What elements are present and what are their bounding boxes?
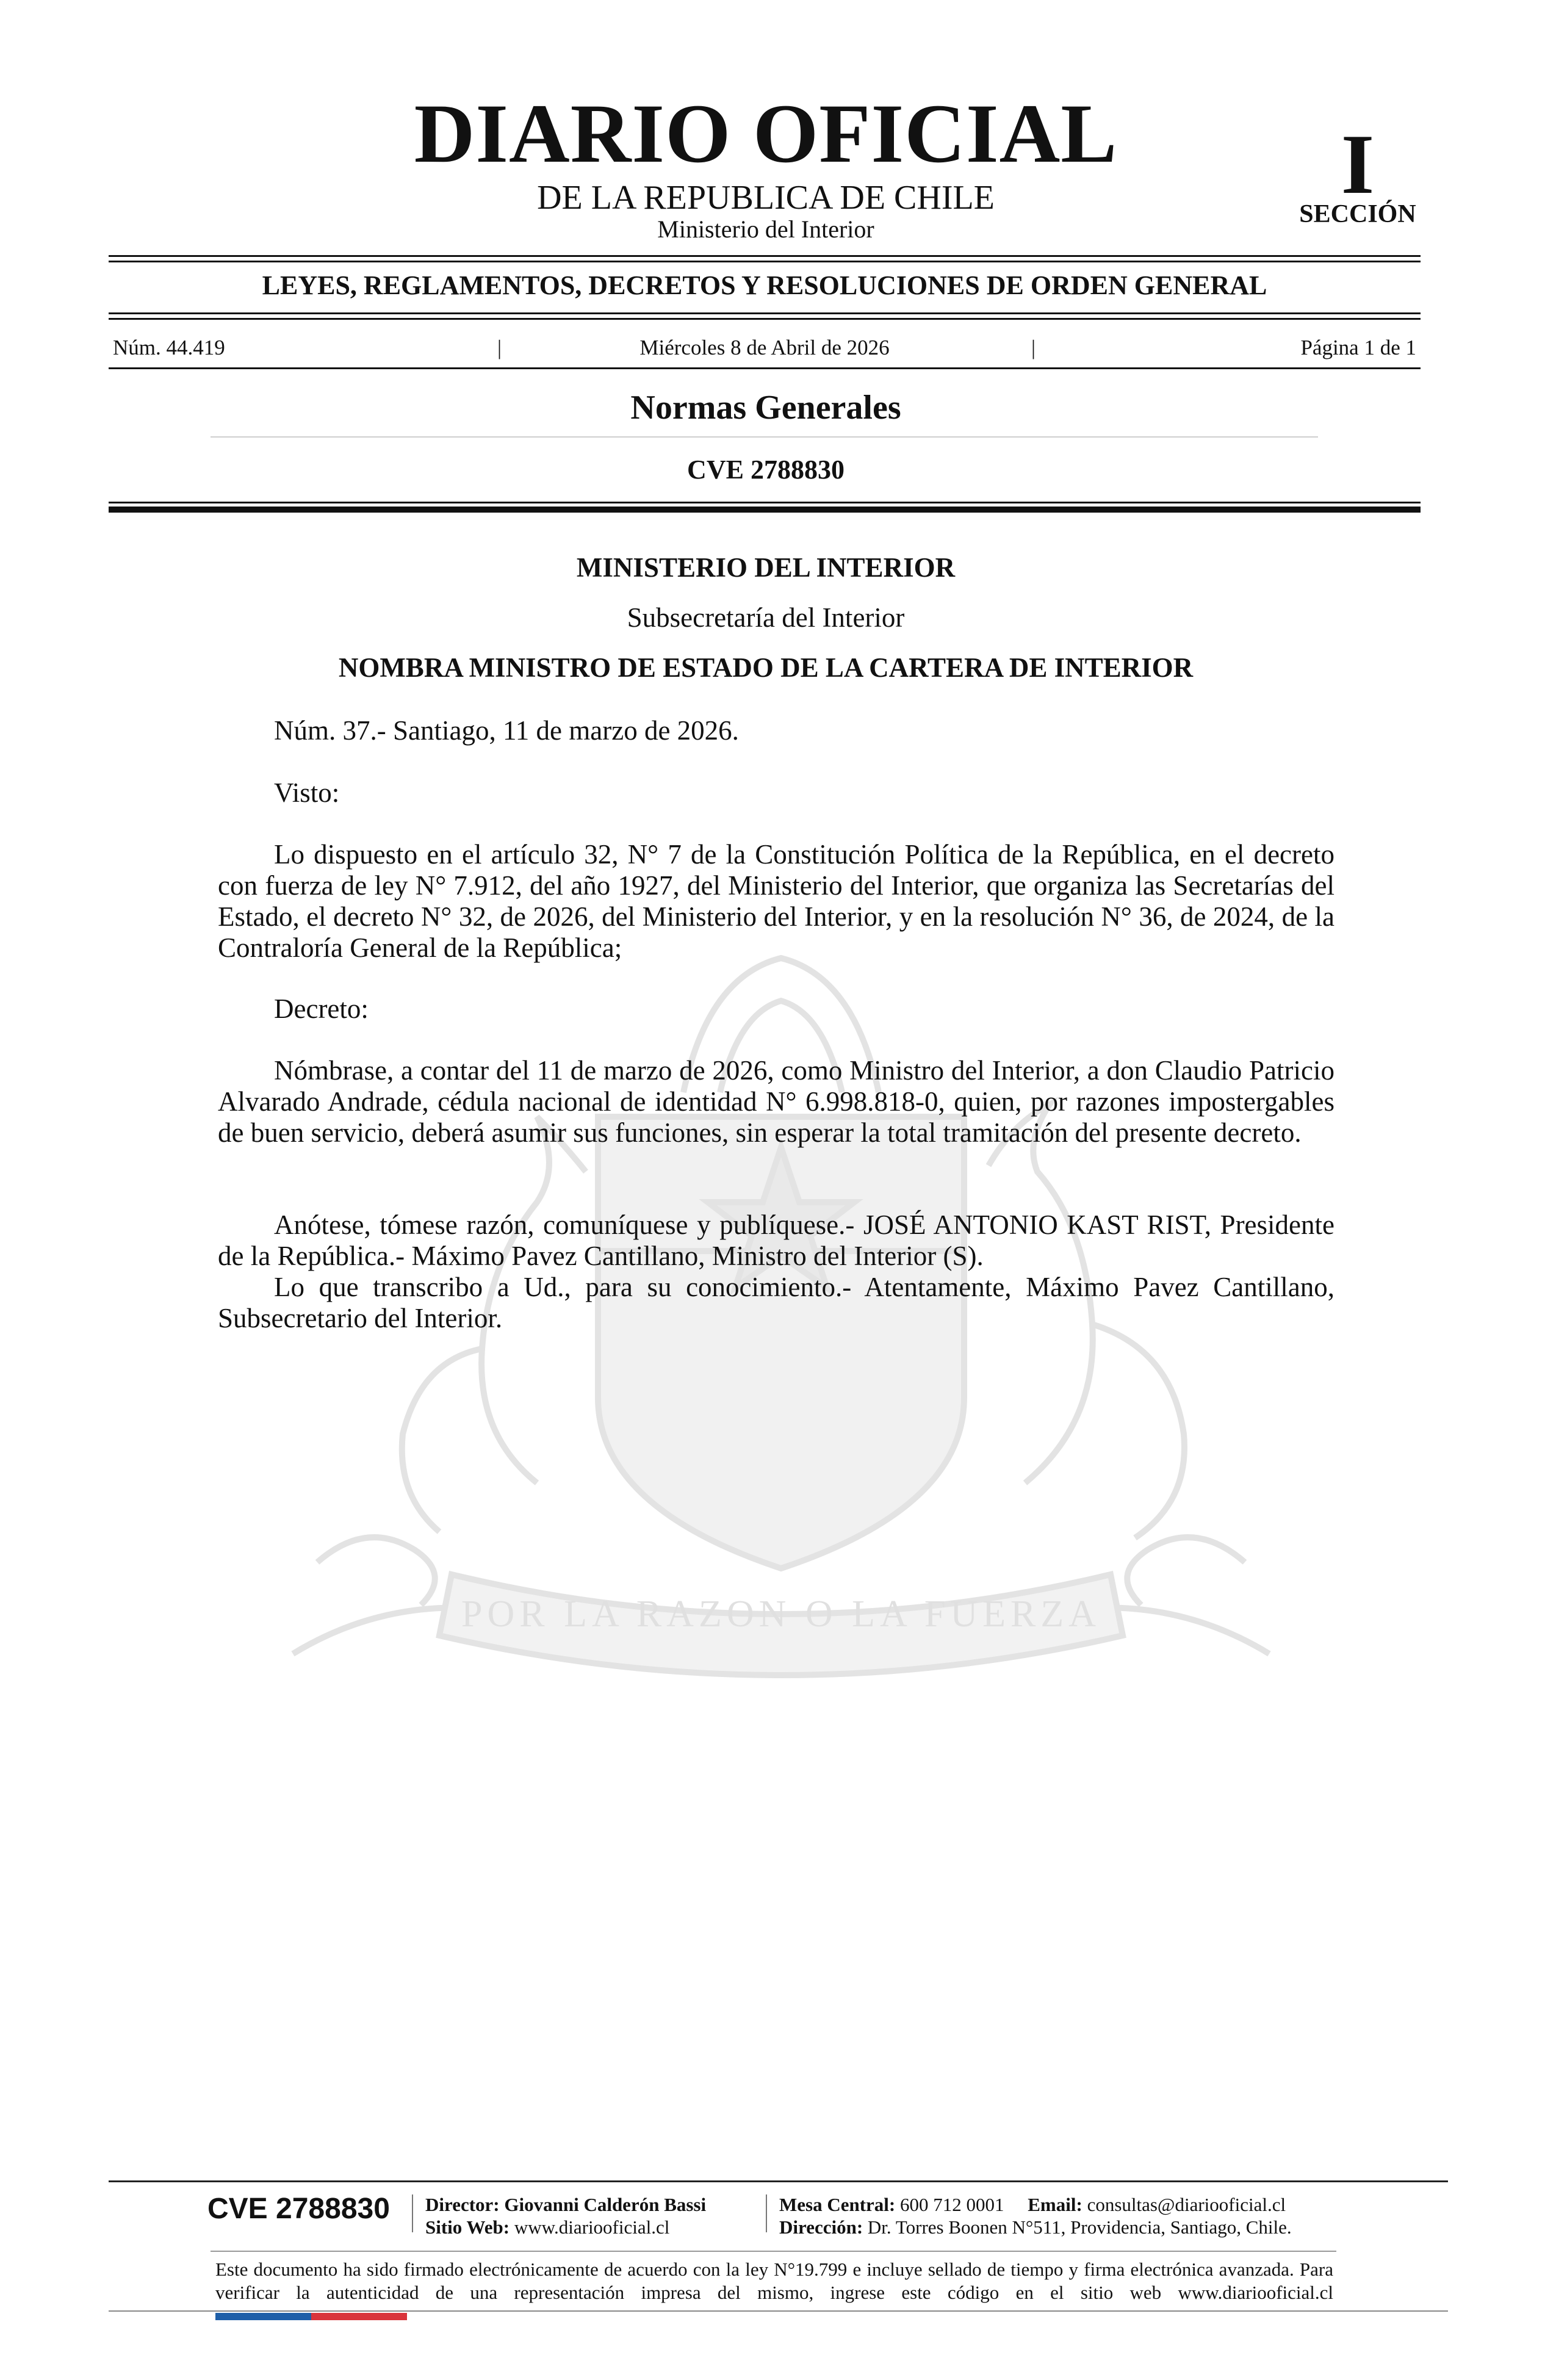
transcription-paragraph: Lo que transcribo a Ud., para su conocimiento.- Atentamente, Máximo Pavez Cantillano, Subsecretario del Interior. — [218, 1272, 1334, 1333]
footer-bottom-rule — [109, 2310, 1448, 2312]
banner-rule — [109, 312, 1421, 314]
visto-paragraph: Lo dispuesto en el artículo 32, N° 7 de la Constitución Política de la República, en el decreto con fuerza de ley N° 7.912, del año 1927, del Ministerio del Interior, que organiza las Secretarías del Estado, el decreto N° 32, de 2026, del Ministerio del Interior, y en la resolución N° 36, de 2024, de la Contraloría General de la República; — [218, 839, 1334, 963]
issue-date: Miércoles 8 de Abril de 2026 — [639, 336, 890, 359]
masthead-rule — [109, 255, 1421, 257]
mesa-value: 600 712 0001 — [900, 2194, 1004, 2215]
address-label: Dirección: — [779, 2216, 863, 2238]
flag-stripe-red — [311, 2313, 407, 2320]
footer-director — [425, 2193, 706, 2216]
footer-cve-code: CVE 2788830 — [207, 2193, 390, 2225]
footer-separator — [766, 2194, 767, 2232]
mesa-label: Mesa Central: — [779, 2194, 896, 2215]
email-link[interactable]: consultas@diariooficial.cl — [1087, 2194, 1286, 2215]
issue-separator: | — [1031, 336, 1036, 359]
header-end-rule — [109, 502, 1421, 503]
visto-heading: Visto: — [274, 777, 340, 808]
newspaper-subtitle: DE LA REPUBLICA DE CHILE — [537, 179, 995, 217]
closing-paragraph: Anótese, tómese razón, comuníquese y publíquese.- JOSÉ ANTONIO KAST RIST, Presidente de la República.- Máximo Pavez Cantillano, Ministro del Interior (S). — [218, 1210, 1334, 1271]
header-end-thick-rule — [109, 507, 1421, 513]
decree-number-line: Núm. 37.- Santiago, 11 de marzo de 2026. — [274, 715, 739, 746]
cve-code: CVE 2788830 — [687, 455, 845, 485]
page-indicator: Página 1 de 1 — [1300, 336, 1416, 359]
watermark-motto: POR LA RAZON O LA FUERZA — [461, 1593, 1101, 1635]
issue-separator: | — [497, 336, 502, 359]
electronic-signature-note: Este documento ha sido firmado electrónicamente de acuerdo con la ley N°19.799 e incluye sellado de tiempo y firma electrónica avanzada. Para verificar la autenticidad de una representación impresa del mismo, ingrese este código en el sitio web www.diariooficial.cl — [215, 2259, 1333, 2303]
section-label: SECCIÓN — [1299, 200, 1416, 228]
footer-divider — [211, 2251, 1336, 2252]
section-banner: LEYES, REGLAMENTOS, DECRETOS Y RESOLUCIONES DE ORDEN GENERAL — [262, 270, 1267, 300]
decree-title: NOMBRA MINISTRO DE ESTADO DE LA CARTERA DE INTERIOR — [338, 652, 1194, 683]
address-value: Dr. Torres Boonen N°511, Providencia, Santiago, Chile. — [867, 2216, 1292, 2238]
footer-address — [779, 2216, 1292, 2238]
flag-stripe-blue — [215, 2313, 311, 2320]
newspaper-ministry: Ministerio del Interior — [657, 215, 874, 243]
footer-separator — [412, 2194, 413, 2232]
website-link[interactable]: www.diariooficial.cl — [514, 2216, 670, 2238]
newspaper-title: DIARIO OFICIAL — [414, 87, 1118, 180]
masthead-rule — [109, 261, 1421, 262]
category-divider — [211, 436, 1318, 438]
email-label: Email: — [1028, 2194, 1082, 2215]
issue-number: Núm. 44.419 — [113, 336, 225, 359]
director-name: Giovanni Calderón Bassi — [504, 2194, 707, 2215]
category-heading: Normas Generales — [630, 389, 901, 427]
footer-website — [425, 2216, 669, 2238]
section-numeral: I — [1341, 117, 1375, 212]
website-label: Sitio Web: — [425, 2216, 510, 2238]
info-rule — [109, 367, 1421, 369]
footer-contact — [779, 2193, 1286, 2216]
issue-info-row — [113, 336, 1416, 360]
decreto-heading: Decreto: — [274, 993, 369, 1024]
banner-rule — [109, 318, 1421, 320]
decreto-paragraph: Nómbrase, a contar del 11 de marzo de 2026, como Ministro del Interior, a don Claudio Patricio Alvarado Andrade, cédula nacional de identidad N° 6.998.818-0, quien, por razones impostergables de buen servicio, deberá asumir sus funciones, sin esperar la total tramitación del presente decreto. — [218, 1055, 1334, 1148]
issuing-ministry: MINISTERIO DEL INTERIOR — [576, 552, 956, 583]
issuing-subsecretaria: Subsecretaría del Interior — [627, 602, 905, 633]
footer-rule — [109, 2180, 1448, 2182]
director-label: Director: — [425, 2194, 500, 2215]
